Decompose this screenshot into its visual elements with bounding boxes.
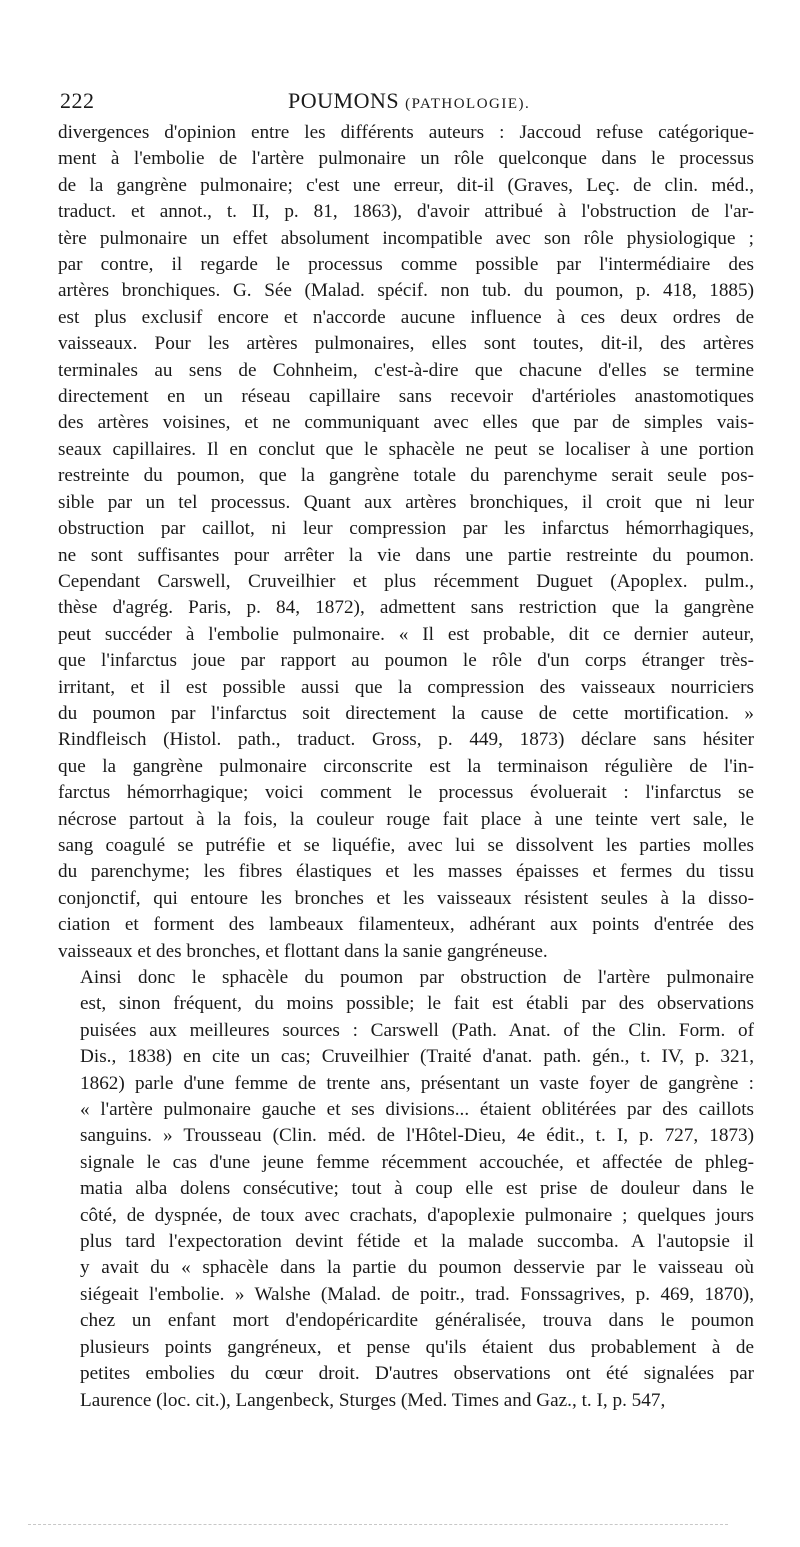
- text-line: signale le cas d'une jeune femme récemment accouchée, et affectée de phleg-: [80, 1151, 754, 1173]
- text-line: vaisseaux. Pour les artères pulmonaires, elles sont toutes, dit-il, des artères: [58, 333, 754, 355]
- paragraph: [58, 120, 754, 965]
- text-line: sang coagulé se putréfie et se liquéfie, avec lui se dissolvent les parties molles: [58, 834, 754, 856]
- text-line: ne sont suffisantes pour arrêter la vie dans une partie restreinte du poumon.: [58, 544, 754, 566]
- text-line: du parenchyme; les fibres élastiques et les masses épaisses et fermes du tissu: [58, 861, 754, 883]
- text-line: Cependant Carswell, Cruveilhier et plus récemment Duguet (Apoplex. pulm.,: [58, 570, 754, 592]
- text-line: artères bronchiques. G. Sée (Malad. spécif. non tub. du poumon, p. 418, 1885): [58, 280, 754, 302]
- text-line: Dis., 1838) en cite un cas; Cruveilhier (Traité d'anat. path. gén., t. IV, p. 321,: [80, 1046, 754, 1068]
- text-line: côté, de dyspnée, de toux avec crachats, d'apoplexie pulmonaire ; quelques jours: [80, 1204, 754, 1226]
- text-line: y avait du « sphacèle dans la partie du poumon desservie par le vaisseau où: [80, 1257, 754, 1279]
- text-line: Laurence (loc. cit.), Langenbeck, Sturges (Med. Times and Gaz., t. I, p. 547,: [80, 1389, 666, 1411]
- text-line: directement en un réseau capillaire sans recevoir d'artérioles anastomotiques: [58, 386, 754, 408]
- text-line: est plus exclusif encore et n'accorde aucune influence à ces deux ordres de: [58, 306, 754, 328]
- text-line: tère pulmonaire un effet absolument incompatible avec son rôle physiologique ;: [58, 227, 754, 249]
- text-line: peut succéder à l'embolie pulmonaire. « Il est probable, dit ce dernier auteur,: [58, 623, 754, 645]
- text-line: seaux capillaires. Il en conclut que le sphacèle ne peut se localiser à une portion: [58, 438, 754, 460]
- text-line: de la gangrène pulmonaire; c'est une erreur, dit-il (Graves, Leç. de clin. méd.,: [58, 174, 754, 196]
- text-line: Rindfleisch (Histol. path., traduct. Gross, p. 449, 1873) déclare sans hésiter: [58, 729, 754, 751]
- text-line: nécrose partout à la fois, la couleur rouge fait place à une teinte vert sale, le: [58, 808, 754, 830]
- running-head: [58, 88, 754, 124]
- text-line: par contre, il regarde le processus comme possible par l'intermédiaire des: [58, 254, 754, 276]
- text-line: petites embolies du cœur droit. D'autres observations ont été signalées par: [80, 1363, 754, 1385]
- running-title: [288, 88, 530, 114]
- text-line: que l'infarctus joue par rapport au poumon le rôle d'un corps étranger très-: [58, 650, 754, 672]
- page-number: 222: [60, 88, 95, 113]
- body-text: [58, 120, 754, 1414]
- text-line: irritant, et il est possible aussi que la compression des vaisseaux nourriciers: [58, 676, 754, 698]
- text-line: que la gangrène pulmonaire circonscrite est la terminaison régulière de l'in-: [58, 755, 754, 777]
- text-line: des artères voisines, et ne communiquant avec elles que par de simples vais-: [58, 412, 754, 434]
- text-line: 1862) parle d'une femme de trente ans, présentant un vaste foyer de gangrène :: [80, 1072, 754, 1094]
- text-line: obstruction par caillot, ni leur compression par les infarctus hémorrhagiques,: [58, 518, 754, 540]
- text-line: divergences d'opinion entre les différents auteurs : Jaccoud refuse catégorique-: [58, 122, 754, 143]
- text-line: matia alba dolens consécutive; tout à coup elle est prise de douleur dans le: [80, 1178, 754, 1200]
- text-line: plus tard l'expectoration devint fétide et la malade succomba. A l'autopsie il: [80, 1231, 754, 1253]
- text-line: plusieurs points gangréneux, et pense qu'ils étaient dus probablement à de: [80, 1336, 754, 1358]
- text-line: chez un enfant mort d'endopéricardite généralisée, trouva dans le poumon: [80, 1310, 754, 1332]
- text-line: est, sinon fréquent, du moins possible; le fait est établi par des observations: [80, 993, 754, 1015]
- text-line: vaisseaux et des bronches, et flottant dans la sanie gangréneuse.: [58, 940, 548, 962]
- text-line: conjonctif, qui entoure les bronches et les vaisseaux résistent seules à la disso-: [58, 887, 754, 909]
- book-page: [58, 88, 754, 1414]
- text-line: Ainsi donc le sphacèle du poumon par obstruction de l'artère pulmonaire: [80, 967, 754, 988]
- text-line: siégeait l'embolie. » Walshe (Malad. de poitr., trad. Fonssagrives, p. 469, 1870),: [80, 1283, 754, 1305]
- running-title-main: POUMONS: [288, 88, 400, 113]
- running-title-subtitle: (PATHOLOGIE).: [405, 96, 531, 112]
- footer-rule: [28, 1524, 728, 1525]
- text-line: sible par un tel processus. Quant aux artères bronchiques, il croit que ni leur: [58, 491, 754, 513]
- text-line: farctus hémorrhagique; voici comment le processus évoluerait : l'infarctus se: [58, 782, 754, 804]
- paragraph: [58, 965, 754, 1414]
- text-line: ciation et forment des lambeaux filamenteux, adhérant aux points d'entrée des: [58, 914, 754, 936]
- text-line: traduct. et annot., t. II, p. 81, 1863), d'avoir attribué à l'obstruction de l'ar-: [58, 201, 754, 223]
- text-line: terminales au sens de Cohnheim, c'est-à-dire que chacune d'elles se termine: [58, 359, 754, 381]
- text-line: « l'artère pulmonaire gauche et ses divisions... étaient oblitérées par des caillots: [80, 1099, 754, 1121]
- text-line: thèse d'agrég. Paris, p. 84, 1872), admettent sans restriction que la gangrène: [58, 597, 754, 619]
- text-line: puisées aux meilleures sources : Carswell (Path. Anat. of the Clin. Form. of: [80, 1019, 754, 1041]
- text-line: du poumon par l'infarctus soit directement la cause de cette mortification. »: [58, 702, 754, 724]
- text-line: ment à l'embolie de l'artère pulmonaire un rôle quelconque dans le processus: [58, 148, 754, 170]
- text-line: restreinte du poumon, que la gangrène totale du parenchyme serait seule pos-: [58, 465, 754, 487]
- text-line: sanguins. » Trousseau (Clin. méd. de l'Hôtel-Dieu, 4e édit., t. I, p. 727, 1873): [80, 1125, 754, 1147]
